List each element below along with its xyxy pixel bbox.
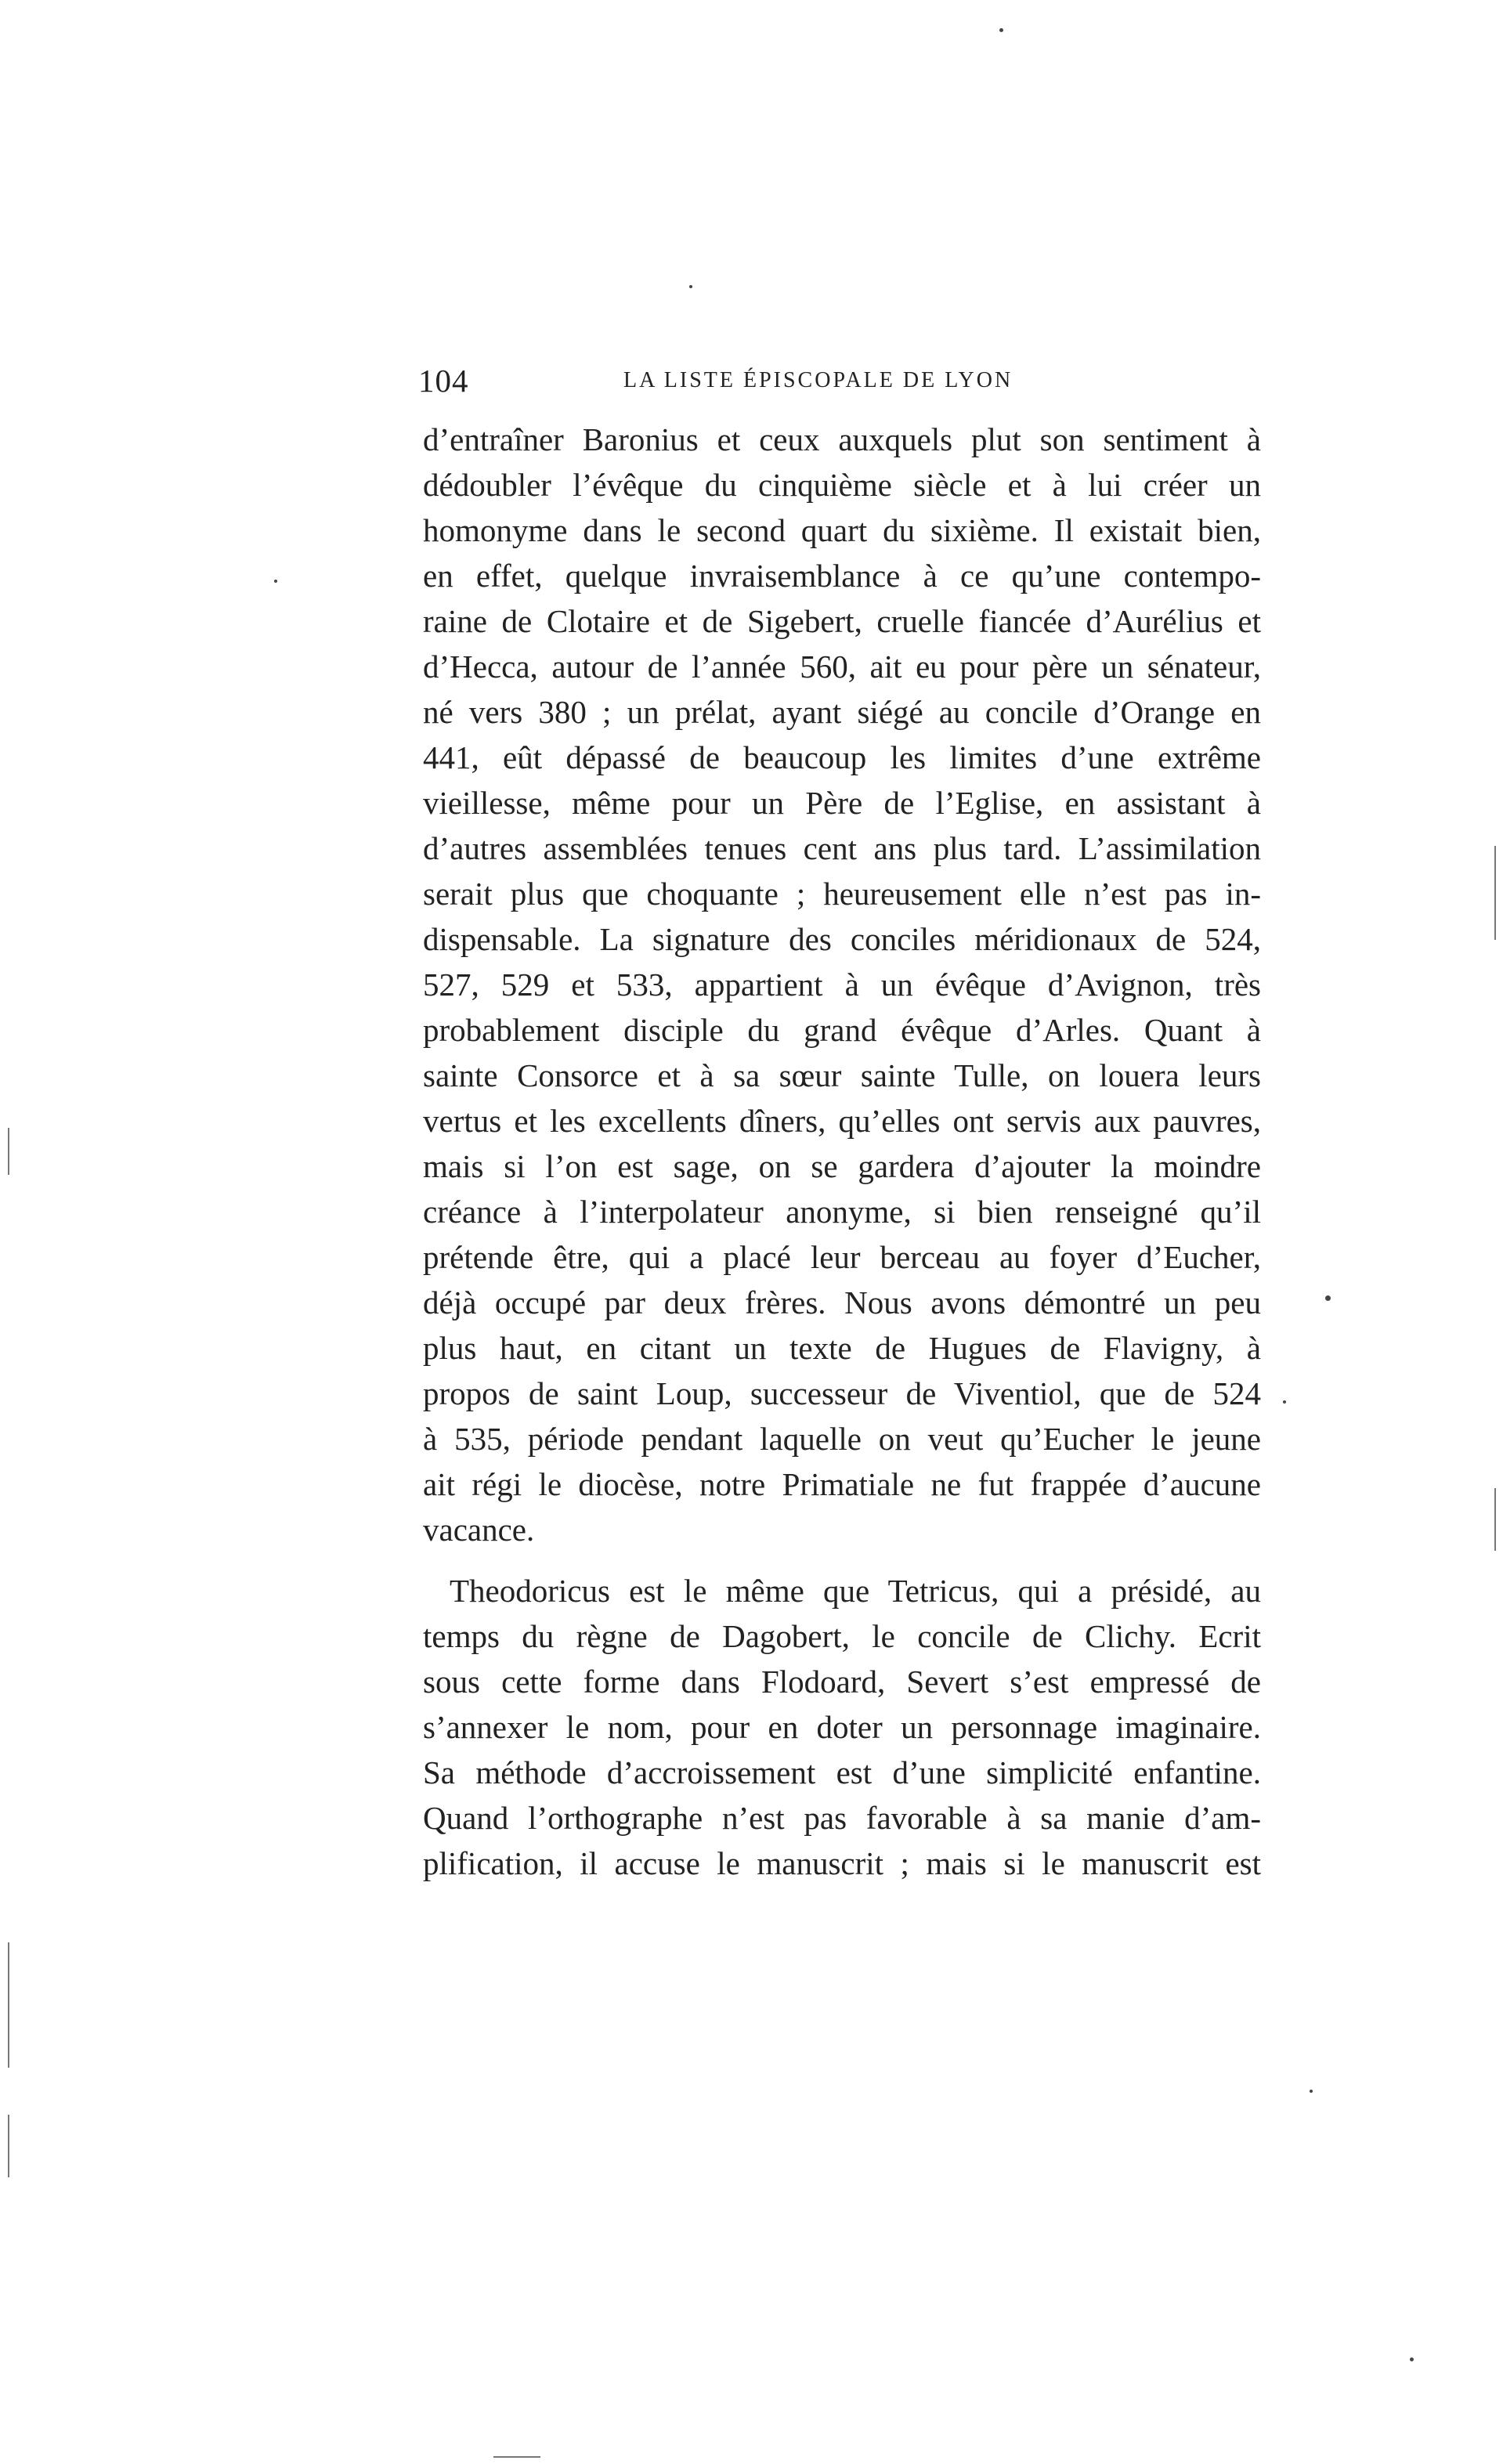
text-line: à 535, période pendant laquelle on veut qu’Eucher le jeune (423, 1421, 1261, 1457)
scan-speck (1310, 2090, 1313, 2093)
running-title: LA LISTE ÉPISCOPALE DE LYON (623, 368, 1013, 392)
text-line: en effet, quelque invraisemblance à ce qu’une contempo- (423, 558, 1261, 594)
text-line: 441, eût dépassé de beaucoup les limites d’une extrême (423, 739, 1261, 775)
scan-speck (1283, 1400, 1286, 1404)
text-line: mais si l’on est sage, on se gardera d’ajouter la moindre (423, 1148, 1261, 1184)
text-line: temps du règne de Dagobert, le concile de Clichy. Ecrit (423, 1618, 1261, 1654)
text-line: probablement disciple du grand évêque d’Arles. Quant à (423, 1012, 1261, 1048)
text-line: sous cette forme dans Flodoard, Severt s’est empressé de (423, 1664, 1261, 1700)
text-line: Quand l’orthographe n’est pas favorable à sa manie d’am- (423, 1800, 1261, 1836)
text-line: dédoubler l’évêque du cinquième siècle et à lui créer un (423, 467, 1261, 503)
text-line: sainte Consorce et à sa sœur sainte Tulle, on louera leurs (423, 1057, 1261, 1093)
scan-edge-line (8, 1942, 9, 2068)
page-number: 104 (418, 363, 469, 399)
text-line: créance à l’interpolateur anonyme, si bien renseigné qu’il (423, 1194, 1261, 1230)
running-head (418, 362, 1261, 401)
text-line: homonyme dans le second quart du sixième. Il existait bien, (423, 512, 1261, 548)
scan-speck (689, 285, 692, 288)
text-line: plus haut, en citant un texte de Hugues de Flavigny, à (423, 1330, 1261, 1366)
text-line: d’entraîner Baronius et ceux auxquels plut son sentiment à (423, 421, 1261, 457)
scan-speck (1325, 1295, 1331, 1301)
text-line: ait régi le diocèse, notre Primatiale ne fut frappée d’aucune (423, 1466, 1261, 1502)
text-line: déjà occupé par deux frères. Nous avons démontré un peu (423, 1284, 1261, 1321)
scan-speck (274, 580, 277, 583)
text-line: né vers 380 ; un prélat, ayant siégé au concile d’Orange en (423, 694, 1261, 730)
scan-edge-line (1494, 846, 1496, 940)
text-line: vertus et les excellents dîners, qu’elles ont servis aux pauvres, (423, 1103, 1261, 1139)
text-line: raine de Clotaire et de Sigebert, cruelle fiancée d’Aurélius et (423, 603, 1261, 639)
scan-speck (999, 28, 1003, 32)
text-line: Sa méthode d’accroissement est d’une simplicité enfantine. (423, 1754, 1261, 1790)
text-line: propos de saint Loup, successeur de Viventiol, que de 524 (423, 1375, 1261, 1411)
scan-speck (1410, 2357, 1414, 2361)
text-line: vacance. (423, 1512, 535, 1548)
paragraph-1 (423, 417, 1261, 1552)
body-text (423, 417, 1261, 1886)
paragraph-2 (423, 1568, 1261, 1886)
text-line: serait plus que choquante ; heureusement elle n’est pas in- (423, 876, 1261, 912)
text-line: Theodoricus est le même que Tetricus, qui a présidé, au (450, 1573, 1261, 1609)
text-line: s’annexer le nom, pour en doter un personnage imaginaire. (423, 1709, 1261, 1745)
text-line: dispensable. La signature des conciles méridionaux de 524, (423, 921, 1261, 957)
scan-edge-line (1494, 1488, 1496, 1551)
scan-edge-line (493, 2456, 540, 2458)
text-line: plification, il accuse le manuscrit ; mais si le manuscrit est (423, 1845, 1261, 1881)
text-line: 527, 529 et 533, appartient à un évêque d’Avignon, très (423, 966, 1261, 1003)
text-line: d’Hecca, autour de l’année 560, ait eu pour père un sénateur, (423, 649, 1261, 685)
scan-edge-line (8, 2115, 9, 2177)
text-line: vieillesse, même pour un Père de l’Eglise, en assistant à (423, 785, 1261, 821)
paragraph-gap (423, 1552, 1261, 1568)
text-line: d’autres assemblées tenues cent ans plus tard. L’assimilation (423, 830, 1261, 866)
text-line: prétende être, qui a placé leur berceau au foyer d’Eucher, (423, 1239, 1261, 1275)
scan-edge-line (8, 1128, 9, 1175)
